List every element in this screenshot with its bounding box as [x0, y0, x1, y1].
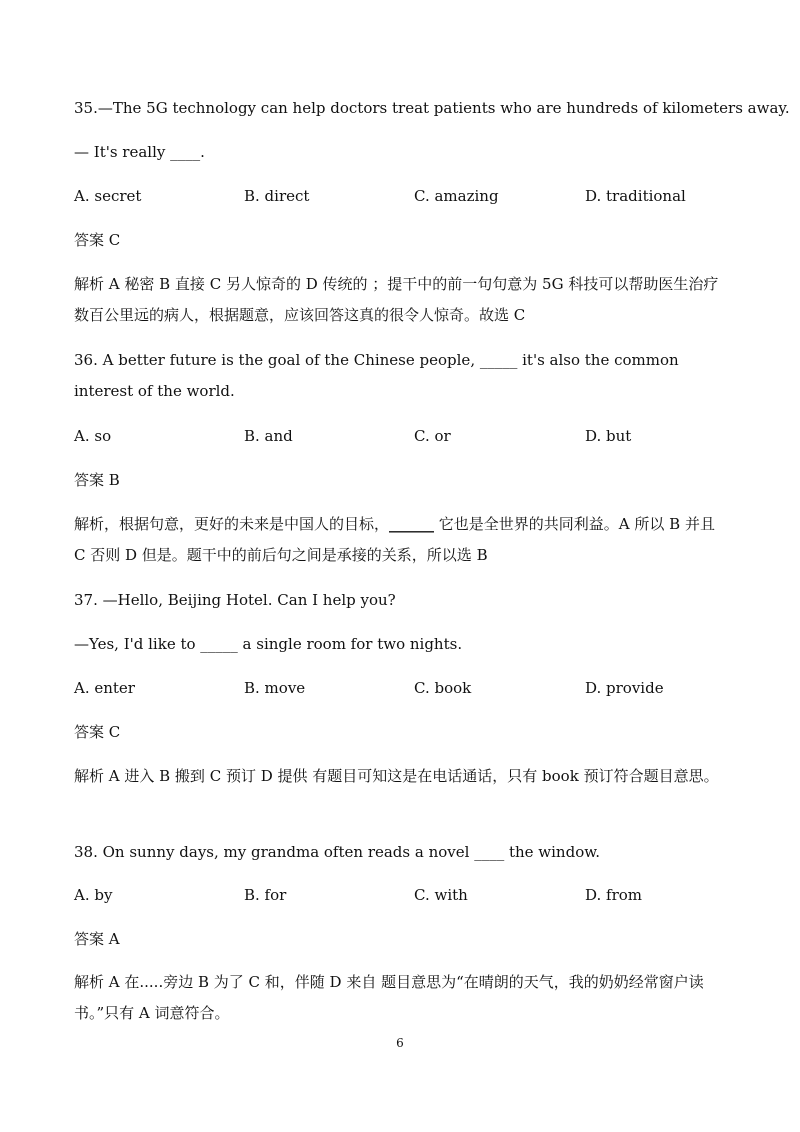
question-35-option-b: B. direct — [244, 187, 310, 205]
question-37-analysis: 解析 A 进入 B 搬到 C 预订 D 提供 有题目可知这是在电话通话，只有 book 预订符合题目意思。 — [74, 767, 719, 785]
question-37-dialog: —Yes, I'd like to _____ a single room for two nights. — [74, 635, 463, 653]
question-36-answer: 答案 B — [74, 471, 120, 489]
page-number: 6 — [396, 1036, 404, 1050]
question-36-option-a: A. so — [74, 427, 112, 445]
question-35-stem: 35.—The 5G technology can help doctors treat patients who are hundreds of kilometers away. — [74, 99, 790, 117]
question-38-analysis: 解析 A 在.....旁边 B 为了 C 和，伴随 D 来自 题目意思为“在晴朗的天气，我的奶奶经常窗户读书。”只有 A 词意符合。 — [74, 973, 704, 1022]
question-35-option-c: C. amazing — [414, 187, 499, 205]
question-38-stem: 38. On sunny days, my grandma often reads a novel ____ the window. — [74, 843, 601, 861]
question-37-option-b: B. move — [244, 679, 306, 697]
question-36-analysis-part1: 解析，根据句意，更好的未来是中国人的目标， — [74, 515, 390, 533]
question-35-option-a: A. secret — [74, 187, 142, 205]
question-35-dialog: — It's really ____. — [74, 143, 205, 161]
question-36-analysis-part2: 它也是全世界的共同利益。A 所以 B 并且 C 否则 D 但是。题干中的前后句之间是承接的关系，所以选 B — [74, 515, 715, 564]
question-36-option-b: B. and — [244, 427, 293, 445]
question-37-stem: 37. —Hello, Beijing Hotel. Can I help you? — [74, 591, 396, 609]
question-35-answer: 答案 C — [74, 231, 121, 249]
question-38-option-b: B. for — [244, 886, 287, 904]
question-38-option-c: C. with — [414, 886, 468, 904]
question-37-option-c: C. book — [414, 679, 472, 697]
question-35-analysis: 解析 A 秘密 B 直接 C 另人惊奇的 D 传统的 ；提干中的前一句句意为 5G 科技可以帮助医生治疗数百公里远的病人，根据题意，应该回答这真的很令人惊奇。故选 C — [74, 275, 719, 324]
question-37-option-a: A. enter — [74, 679, 135, 697]
question-38-option-d: D. from — [585, 886, 643, 904]
question-35-option-d: D. traditional — [585, 187, 686, 205]
question-37-option-d: D. provide — [585, 679, 664, 697]
question-36-option-c: C. or — [414, 427, 451, 445]
question-38-option-a: A. by — [74, 886, 113, 904]
question-36-stem: 36. A better future is the goal of the Chinese people, _____ it's also the common interest of the world. — [74, 351, 679, 400]
question-37-answer: 答案 C — [74, 723, 121, 741]
question-38-answer: 答案 A — [74, 930, 120, 948]
question-36-analysis-blank: ______ — [389, 515, 435, 533]
question-36-option-d: D. but — [585, 427, 632, 445]
question-36-analysis — [74, 509, 726, 571]
